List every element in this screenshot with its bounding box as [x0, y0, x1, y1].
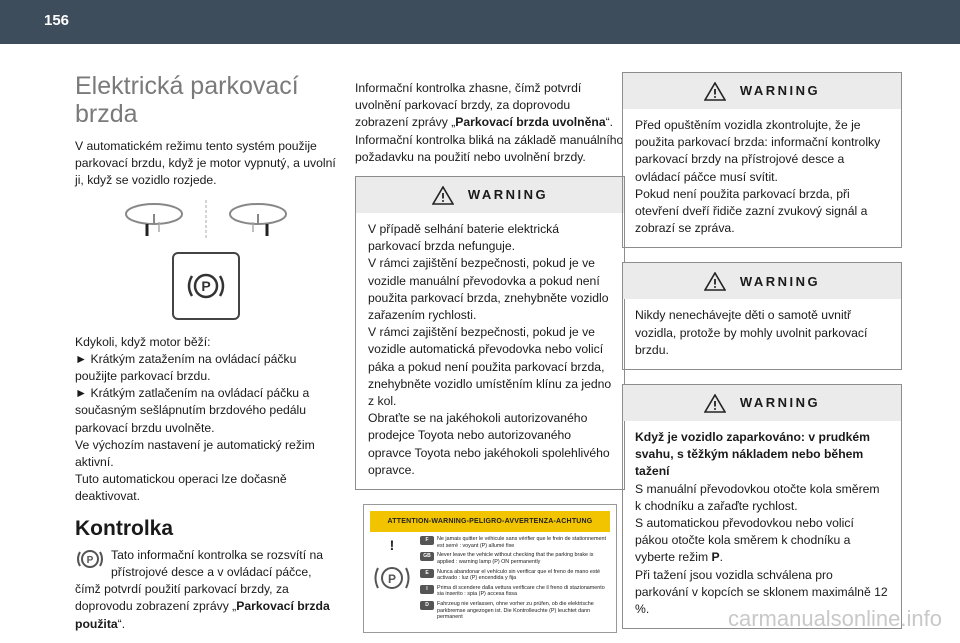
parking-brake-warning-lamp-icon — [75, 547, 105, 576]
sticker-parking-brake-icon — [370, 536, 414, 606]
svg-text:P: P — [387, 572, 397, 587]
step-2: ► Krátkým zatlačením na ovládací páčku a současným sešlápnutím brzdového pedálu parkovací brzdu uvolněte. — [75, 386, 310, 435]
warning-header — [623, 73, 901, 109]
warning-body-b: . Při tažení jsou vozidla schválena pro parkování v kopcích se sklonem maximálně 12 %. — [635, 550, 888, 617]
sticker-flag: I — [420, 585, 434, 594]
page-number: 156 — [44, 12, 70, 29]
warning-header — [623, 263, 901, 299]
sticker-flag: F — [420, 536, 434, 545]
sticker-line-text: Nunca abandonar el vehículo sin verificar que el freno de mano esté activado : luz (P) encendida y fija — [437, 568, 601, 582]
warning-box-3 — [622, 262, 902, 370]
sticker-line — [420, 569, 610, 582]
warning-heading: WARNING — [739, 395, 821, 411]
column-3 — [622, 72, 902, 643]
warning-body: Před opuštěním vozidla zkontrolujte, že je použita parkovací brzda: informační kontrolky parkovací brzdy na přístrojové desce a ovládací páčce musí svítit. Pokud není použita parkovací brzda, při otevření dveří řidiče zazní zvukový signál a zobrazí se zpráva. — [635, 118, 881, 236]
warning-body: Nikdy nenechávejte děti o samotě uvnitř vozidla, protože by mohly uvolnit parkovací brzdu. — [635, 308, 868, 357]
step-1: ► Krátkým zatažením na ovládací páčku použijte parkovací brzdu. — [75, 351, 297, 384]
intro-paragraph: V automatickém režimu tento systém použije parkovací brzdu, když je motor vypnutý, a uvolní ji, když se vozidlo rozjede. — [75, 139, 336, 188]
warning-box-1 — [355, 176, 625, 490]
steps-title: Kdykoli, když motor běží: — [75, 334, 211, 349]
svg-text:P: P — [86, 554, 94, 566]
kontrolka-text-after: “. — [117, 616, 126, 631]
disable-text: Tuto automatickou operaci lze dočasně deaktivovat. — [75, 472, 287, 504]
sticker-line — [420, 552, 610, 565]
warning-header — [356, 177, 624, 213]
lamp-off-paragraph — [355, 80, 625, 166]
parking-brake-button-icon — [172, 252, 240, 320]
warning-box-4 — [622, 384, 902, 629]
sticker-header: ATTENTION-WARNING-PELIGRO-AVVERTENZA-ACHTUNG — [370, 511, 610, 532]
sticker-text-lines — [420, 536, 610, 624]
sticker-flag: GB — [420, 552, 434, 561]
steering-wheel-pull-icon — [119, 200, 189, 240]
sticker-line — [420, 601, 610, 621]
watermark: carmanualsonline.info — [727, 606, 942, 631]
warning-body: V případě selhání baterie elektrická parkovací brzda nefunguje. V rámci zajištění bezpečnosti, pokud je ve vozidle manuální převodovka a pokud není použita parkovací brzda, znehybněte vozidlo zařazením rychlosti. V rámci zajištění bezpečnosti, pokud je ve vozidle automatická převodovka nebo volicí páka a pokud není použita parkovací brzda, znehybněte vozidlo umístěním klínu za jedno z kol. Obraťte se na jakéhokoli autorizovaného prodejce Toyota nebo autorizovaného opravce Toyota nebo jakéhokoli spolehlivého opravce. — [368, 222, 612, 477]
sticker-line-text: Never leave the vehicle without checking that the parking brake is applied : warning lamp (P) ON permanently — [437, 552, 594, 566]
lamp-off-text-before: Informační kontrolka zhasne, čímž potvrdí uvolnění parkovací brzdy, za doprovodu zobrazení zprávy „ — [355, 81, 582, 130]
warning-heading: WARNING — [739, 83, 821, 99]
sticker-line-text: Fahrzeug nie verlassen, ohne vorher zu prüfen, ob die elektrische parkbremse angezogen ist. Die Kontrolleuchte (P) leuchtet dann permanent — [437, 601, 594, 621]
page-header-bar — [0, 0, 960, 44]
column-2 — [355, 80, 625, 633]
sticker-flag: E — [420, 569, 434, 578]
sticker-line-text: Prima di scendere dalla vettura verificare che il freno di stazionamento sia inserito : spia (P) accesa fissa — [437, 584, 605, 598]
warning-heading: WARNING — [739, 273, 821, 289]
warning-triangle-icon — [704, 272, 726, 291]
lamp-off-text-after: “. Informační kontrolka bliká na základě manuálního požadavku na použití nebo uvolnění brzdy. — [355, 115, 624, 164]
lamp-off-text-bold: Parkovací brzda uvolněna — [455, 115, 606, 130]
kontrolka-text-bold: Parkovací brzda použita — [75, 599, 330, 631]
warning-bold-lead: Když je vozidlo zaparkováno: v prudkém svahu, s těžkým nákladem nebo během tažení — [635, 430, 871, 479]
warning-body-a: S manuální převodovkou otočte kola směrem k chodníku a zařaďte rychlost. S automatickou převodovkou nebo volicí pákou otočte kola směrem k chodníku a vyberte režim — [635, 481, 880, 565]
warning-header — [623, 385, 901, 421]
warning-sticker-illustration — [363, 504, 617, 633]
lever-illustration — [75, 200, 337, 240]
kontrolka-text — [75, 547, 337, 633]
steering-wheel-push-icon — [223, 200, 293, 240]
sticker-line — [420, 536, 610, 549]
warning-body — [623, 421, 901, 628]
column-1 — [75, 72, 337, 643]
kontrolka-title: Kontrolka — [75, 516, 174, 540]
svg-text:!: ! — [389, 537, 395, 554]
sticker-flag: D — [420, 601, 434, 610]
warning-box-2 — [622, 72, 902, 248]
kontrolka-block — [75, 547, 337, 643]
default-mode-text: Ve výchozím nastavení je automatický režim aktivní. — [75, 437, 315, 470]
warning-triangle-icon — [432, 186, 454, 205]
section-title: Elektrická parkovací brzda — [75, 72, 299, 128]
warning-body-bold-p: P — [711, 550, 720, 565]
kontrolka-text-before: Tato informační kontrolka se rozsvítí na přístrojové desce a v ovládací páčce, čímž potvrdí použití parkovací brzdy, za doprovodu zobrazení zprávy „ — [75, 547, 324, 614]
illustration-divider — [205, 200, 207, 240]
sticker-line — [420, 585, 610, 598]
svg-text:P: P — [201, 277, 211, 294]
warning-triangle-icon — [704, 82, 726, 101]
warning-heading: WARNING — [467, 187, 549, 203]
sticker-line-text: Ne jamais quitter le véhicule sans vérifier que le frein de stationnement est serré : voyant (P) allumé fixe — [437, 536, 606, 549]
warning-triangle-icon — [704, 394, 726, 413]
